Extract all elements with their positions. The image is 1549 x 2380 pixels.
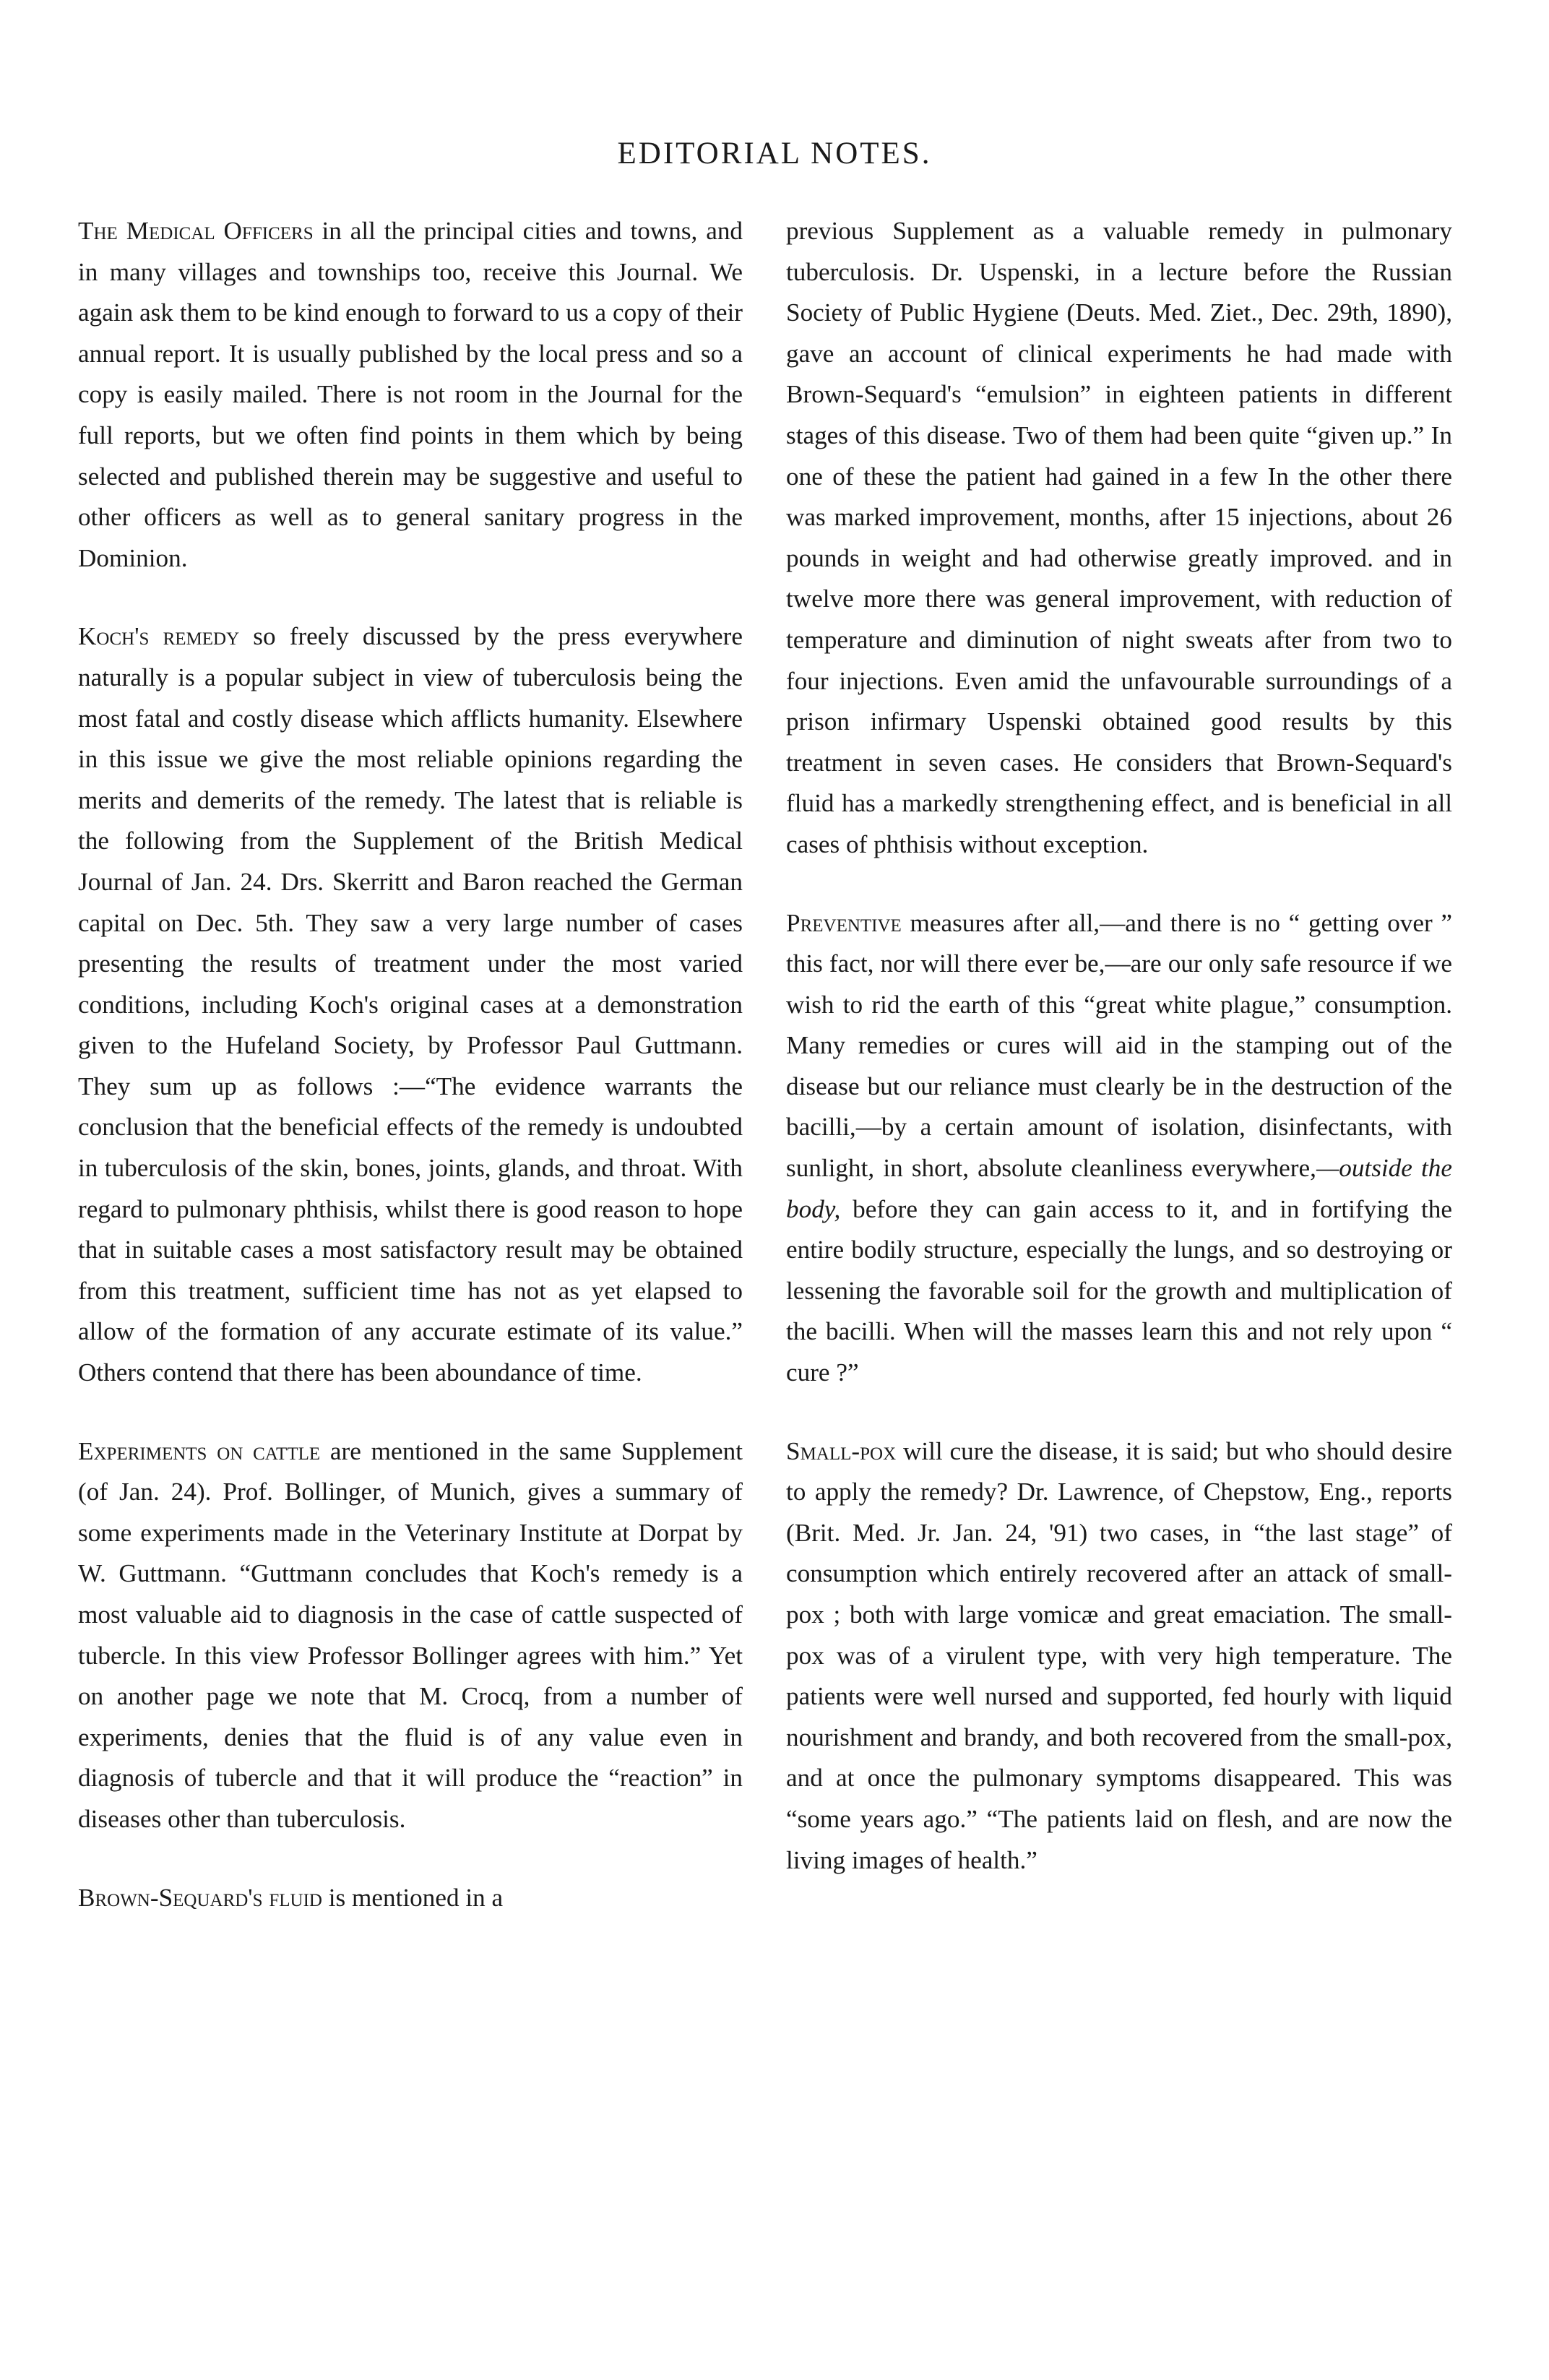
- note-kochs-remedy: [78, 616, 743, 1393]
- note-body: will cure the disease, it is said; but who should desire to apply the remedy? Dr. Lawrence, of Chepstow, Eng., reports (Brit. Med. Jr. Jan. 24, '91) two cases, in “the last stage” of consumption which entirely recovered after an attack of small-pox ; both with large vomicæ and great emaciation. The small-pox was of a virulent type, with very high temperature. The patients were well nursed and supported, fed hourly with liquid nourishment and brandy, and both recovered from the small-pox, and at once the pulmonary symptoms disappeared. This was “some years ago.” “The patients laid on flesh, and are now the living images of health.”: [786, 1436, 1452, 1874]
- note-body: so freely discussed by the press everywhere naturally is a popular subject in view of tuberculosis being the most fatal and costly disease which afflicts humanity. Elsewhere in this issue we give the most reliable opinions regarding the merits and demerits of the remedy. The latest that is reliable is the following from the Supplement of the British Medical Journal of Jan. 24. Drs. Skerritt and Baron reached the German capital on Dec. 5th. They saw a very large number of cases presenting the results of treatment under the most varied conditions, including Koch's original cases at a demonstration given to the Hufeland Society, by Professor Paul Guttmann. They sum up as follows :—“The evidence warrants the conclusion that the beneficial effects of the remedy is undoubted in tuberculosis of the skin, bones, joints, glands, and throat. With regard to pulmonary phthisis, whilst there is good reason to hope that in suitable cases a most satisfactory result may be obtained from this treatment, sufficient time has not as yet elapsed to allow of the formation of any accurate estimate of its value.” Others contend that there has been aboundance of time.: [78, 622, 743, 1387]
- left-column: [78, 211, 743, 1918]
- note-lead: Small-pox: [786, 1436, 897, 1465]
- note-italic-phrase: —outside the body,: [786, 1154, 1452, 1223]
- note-body: previous Supplement as a valuable remedy in pulmonary tuberculosis. Dr. Uspenski, in a lecture before the Russian Society of Public Hygiene (Deuts. Med. Ziet., Dec. 29th, 1890), gave an account of clinical experiments he had made with Brown-Sequard's “emulsion” in eighteen patients in different stages of this disease. Two of them had been quite “given up.” In one of these the patient had gained in a few In the other there was marked improvement, months, after 15 injections, about 26 pounds in weight and had otherwise greatly improved. and in twelve more there was general improvement, with reduction of temperature and diminution of night sweats after from two to four injections. Even amid the unfavourable surroundings of a prison infirmary Uspenski obtained good results by this treatment in seven cases. He considers that Brown-Sequard's fluid has a markedly strengthening effect, and is beneficial in all cases of phthisis without exception.: [786, 217, 1452, 858]
- note-body: in all the principal cities and towns, and in many villages and townships too, receive this Journal. We again ask them to be kind enough to forward to us a copy of their annual report. It is usually published by the local press and so a copy is easily mailed. There is not room in the Journal for the full reports, but we often find points in them which by being selected and published therein may be suggestive and useful to other officers as well as to general sanitary progress in the Dominion.: [78, 217, 743, 572]
- note-body: are mentioned in the same Supplement (of Jan. 24). Prof. Bollinger, of Munich, gives a summary of some experiments made in the Veterinary Institute at Dorpat by W. Guttmann. “Guttmann concludes that Koch's remedy is a most valuable aid to diagnosis in the case of cattle suspected of tubercle. In this view Professor Bollinger agrees with him.” Yet on another page we note that M. Crocq, from a number of experiments, denies that the fluid is of any value even in diagnosis of tubercle and that it will produce the “reaction” in diseases other than tuberculosis.: [78, 1436, 743, 1833]
- note-body: is mentioned in a: [322, 1883, 504, 1912]
- note-brown-sequard-continued: [786, 211, 1452, 866]
- note-lead: Experiments on cattle: [78, 1436, 321, 1465]
- note-preventive-measures: [786, 903, 1452, 1394]
- note-medical-officers: [78, 211, 743, 579]
- note-lead: Preventive: [786, 908, 902, 937]
- note-experiments-on-cattle: [78, 1431, 743, 1840]
- note-body-tail: before they can gain access to it, and in fortifying the entire bodily structure, especially the lungs, and so destroying or lessening the favorable soil for the growth and multiplication of the bacilli. When will the masses learn this and not rely upon “ cure ?”: [786, 1194, 1452, 1387]
- note-lead: Brown-Sequard's fluid: [78, 1883, 322, 1912]
- note-small-pox: [786, 1431, 1452, 1881]
- note-brown-sequard-fluid: [78, 1878, 743, 1919]
- page-title: EDITORIAL NOTES.: [617, 137, 932, 171]
- note-lead: The Medical Officers: [78, 217, 314, 245]
- right-column: [786, 211, 1452, 1881]
- note-body: measures after all,—and there is no “ getting over ” this fact, nor will there ever be,—are our only safe resource if we wish to rid the earth of this “great white plague,” consumption. Many remedies or cures will aid in the stamping out of the disease but our reliance must clearly be in the destruction of the bacilli,—by a certain amount of isolation, disinfectants, with sunlight, in short, absolute cleanliness everywhere,: [786, 908, 1452, 1183]
- note-lead: Koch's remedy: [78, 622, 240, 651]
